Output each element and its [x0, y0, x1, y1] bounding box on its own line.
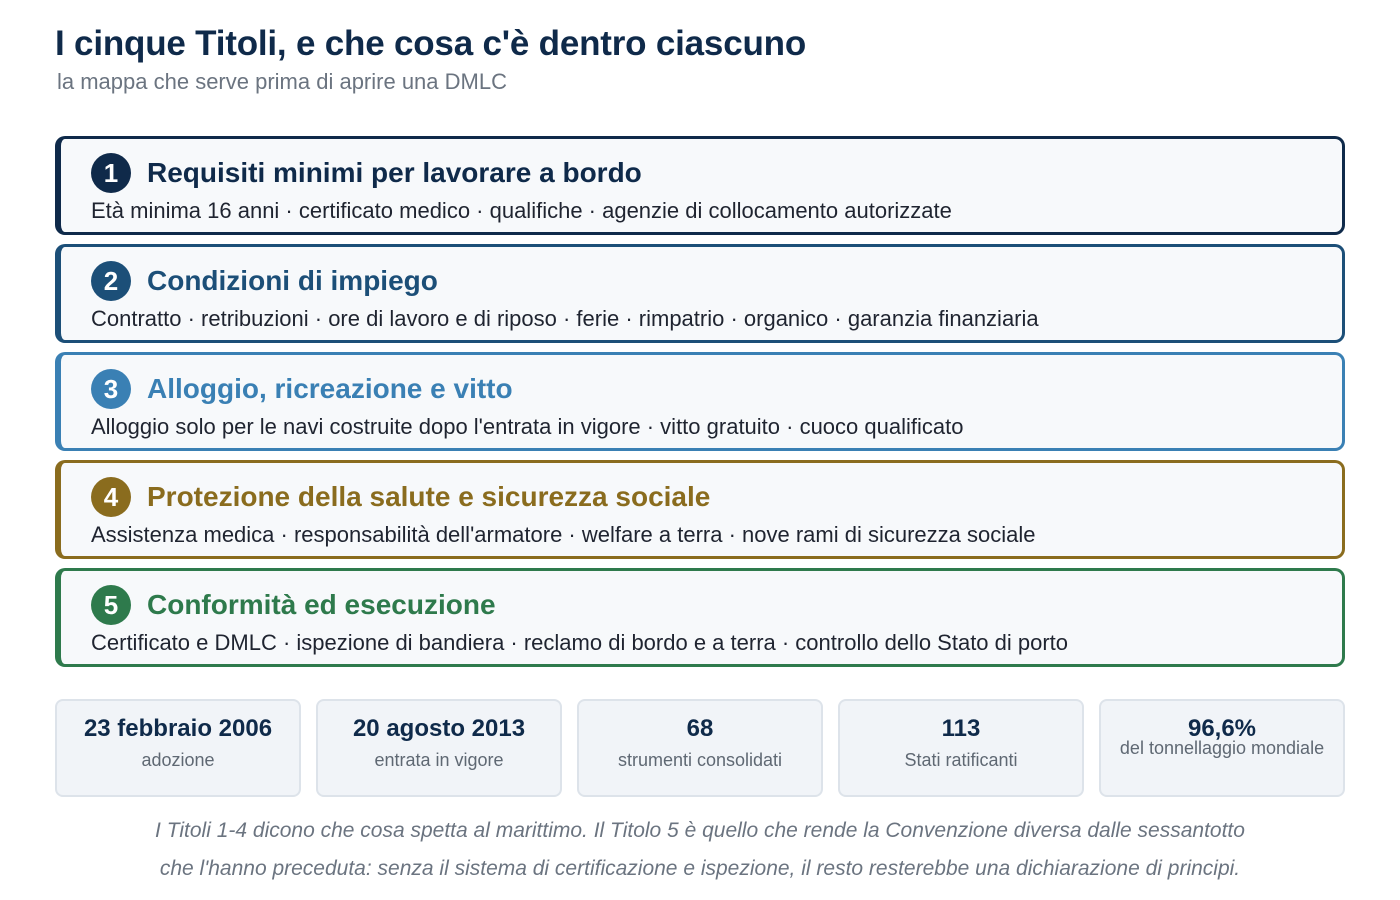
stat-value: 96,6% [1187, 715, 1257, 742]
title-card-1 [55, 136, 1345, 235]
stat-card-instruments [577, 699, 823, 797]
title-card-head [91, 261, 1342, 301]
page-title: I cinque Titoli, e che cosa c'è dentro ciascuno [55, 24, 806, 63]
stat-card-ratifying-states [838, 699, 1084, 797]
title-number-badge: 3 [91, 369, 131, 409]
stat-label: del tonnellaggio mondiale [1119, 738, 1325, 758]
title-card-name: Alloggio, ricreazione e vitto [147, 373, 513, 404]
title-card-description: Età minima 16 anni · certificato medico · qualifiche · agenzie di collocamento autorizzate [91, 198, 952, 223]
title-card-head [91, 153, 1342, 193]
title-card-head [91, 585, 1342, 625]
page-header [55, 22, 1345, 96]
stat-label: Stati ratificanti [904, 750, 1018, 770]
title-card-head [91, 369, 1342, 409]
footnote-line-1: I Titoli 1-4 dicono che cosa spetta al marittimo. Il Titolo 5 è quello che rende la Convenzione diversa dalle sessantotto [155, 819, 1245, 842]
titles-list [55, 136, 1345, 676]
stat-card-adoption [55, 699, 301, 797]
stat-label: entrata in vigore [374, 750, 504, 770]
title-card-name: Protezione della salute e sicurezza sociale [147, 481, 711, 512]
page-subtitle: la mappa che serve prima di aprire una DMLC [57, 69, 507, 94]
stat-card-tonnage [1099, 699, 1345, 797]
title-number-badge: 2 [91, 261, 131, 301]
title-number-badge: 1 [91, 153, 131, 193]
title-number-badge: 5 [91, 585, 131, 625]
title-card-name: Conformità ed esecuzione [147, 589, 496, 620]
title-card-name: Requisiti minimi per lavorare a bordo [147, 157, 642, 188]
title-number-badge: 4 [91, 477, 131, 517]
stat-value: 113 [941, 715, 981, 742]
title-card-5 [55, 568, 1345, 667]
stat-label: adozione [141, 750, 215, 770]
footnote-line-2: che l'hanno preceduta: senza il sistema di certificazione e ispezione, il resto resterebbe una dichiarazione di principi. [159, 857, 1241, 880]
title-card-description: Certificato e DMLC · ispezione di bandiera · reclamo di bordo e a terra · controllo dello Stato di porto [91, 630, 1069, 655]
stat-card-entry-into-force [316, 699, 562, 797]
title-card-2 [55, 244, 1345, 343]
stat-value: 23 febbraio 2006 [83, 715, 273, 742]
footnote [55, 812, 1345, 888]
title-card-head [91, 477, 1342, 517]
stat-label: strumenti consolidati [617, 750, 783, 770]
title-card-name: Condizioni di impiego [147, 265, 438, 296]
stat-value: 68 [686, 715, 714, 742]
stats-row [55, 699, 1345, 797]
title-card-4 [55, 460, 1345, 559]
title-card-description: Alloggio solo per le navi costruite dopo l'entrata in vigore · vitto gratuito · cuoco qualificato [91, 414, 964, 439]
title-card-description: Contratto · retribuzioni · ore di lavoro e di riposo · ferie · rimpatrio · organico · garanzia finanziaria [91, 306, 1039, 331]
title-card-3 [55, 352, 1345, 451]
stat-value: 20 agosto 2013 [352, 715, 526, 742]
title-card-description: Assistenza medica · responsabilità dell'armatore · welfare a terra · nove rami di sicurezza sociale [91, 522, 1036, 547]
